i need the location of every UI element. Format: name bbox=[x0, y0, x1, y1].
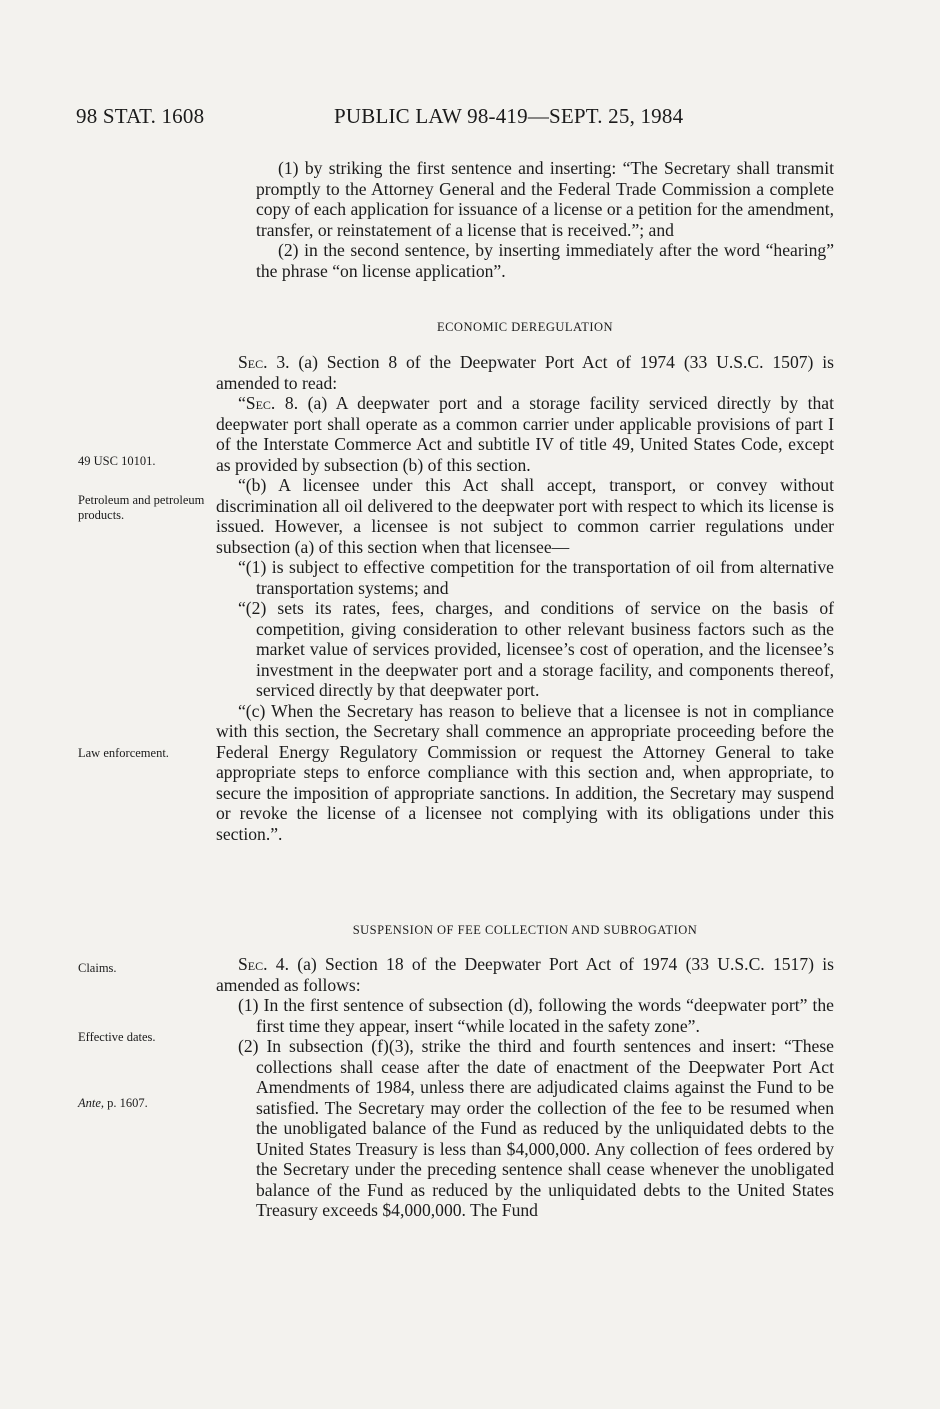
section-8b-2: “(2) sets its rates, fees, charges, and conditions of service on the basis of competition, giving consideration to other relevant business factors such as the market value of services provided, licensee’s cost of operation, and the licensee’s investment in the deepwater port and a storage facility, and components thereof, serviced directly by that deepwater port. bbox=[238, 598, 834, 700]
section-4-text: (a) Section 18 of the Deepwater Port Act of 1974 (33 U.S.C. 1517) is amended as follows: bbox=[216, 954, 834, 995]
section-8a-text: (a) A deepwater port and a storage facility serviced directly by that deepwater port shall operate as a common carrier under applicable provisions of part I of the Interstate Commerce Act and subtitle IV of title 49, United States Code, except as provided by subsection (b) of this section. bbox=[216, 393, 834, 475]
statute-page-number: 98 STAT. 1608 bbox=[76, 104, 205, 128]
margin-note-petroleum: Petroleum and petroleum products. bbox=[78, 493, 205, 522]
amendment-para-2: (2) in the second sentence, by inserting immediately after the word “hearing” the phrase “on license application”. bbox=[256, 240, 834, 281]
ante-page: p. 1607. bbox=[104, 1096, 148, 1110]
section-8b-1: “(1) is subject to effective competition for the transportation of oil from alternative transportation systems; and bbox=[238, 557, 834, 598]
section-8b: “(b) A licensee under this Act shall accept, transport, or convey without discrimination all oil delivered to the deepwater port with respect to which its license is issued. However, a licensee is not subject to common carrier regulations under subsection (a) of this section when that licensee— bbox=[216, 475, 834, 557]
section-4-item-1: (1) In the first sentence of subsection (d), following the words “deepwater port” the first time they appear, insert “while located in the safety zone”. bbox=[238, 995, 834, 1036]
page-title: PUBLIC LAW 98-419—SEPT. 25, 1984 bbox=[334, 104, 684, 128]
ante-italic: Ante, bbox=[78, 1096, 105, 1110]
body-block-2 bbox=[216, 318, 834, 336]
section-8-label: “Sec. 8. bbox=[238, 393, 299, 413]
heading-economic-deregulation: ECONOMIC DEREGULATION bbox=[436, 320, 614, 334]
section-3-intro bbox=[216, 352, 834, 393]
section-3-label: Sec. 3. bbox=[238, 352, 290, 372]
section-4-label: Sec. 4. bbox=[238, 954, 289, 974]
section-8c: “(c) When the Secretary has reason to believe that a licensee is not in compliance with this section, the Secretary shall commence an appropriate proceeding before the Federal Energy Regulatory Commission or request the Attorney General to take appropriate steps to enforce compliance with this section and, when appropriate, to secure the imposition of appropriate sanctions. In addition, the Secretary may suspend or revoke the license of a licensee not complying with its obligations under this section.”. bbox=[216, 700, 834, 844]
section-8a bbox=[216, 393, 834, 475]
section-3-text: (a) Section 8 of the Deepwater Port Act of 1974 (33 U.S.C. 1507) is amended to read: bbox=[216, 352, 834, 393]
section-4-item-2: (2) In subsection (f)(3), strike the third and fourth sentences and insert: “These collections shall cease after the date of enactment of the Deepwater Port Act Amendments of 1984, unless there are adjudicated claims against the Fund to be satisfied. The Secretary may order the collection of the fee to be resumed when the unobligated balance of the Fund as reduced by the unliquidated debts to the United States Treasury is less than $4,000,000. Any collection of fees ordered by the Secretary under the preceding sentence shall cease whenever the unobligated balance of the Fund as reduced by the unliquidated debts to the United States Treasury exceeds $4,000,000. The Fund bbox=[238, 1036, 834, 1220]
body-block-1 bbox=[256, 158, 834, 281]
margin-note-ante bbox=[78, 1096, 208, 1111]
margin-note-law-enforcement: Law enforcement. bbox=[78, 746, 169, 760]
margin-note-usc: 49 USC 10101. bbox=[78, 454, 156, 468]
amendment-para-1: (1) by striking the first sentence and inserting: “The Secretary shall transmit promptly to the Attorney General and the Federal Trade Commission a complete copy of each application for issuance of a license or a petition for the amendment, transfer, or reinstatement of a license that is received.”; and bbox=[256, 158, 834, 240]
body-block-4 bbox=[216, 921, 834, 939]
section-4-intro bbox=[216, 954, 834, 995]
body-block-5 bbox=[216, 954, 834, 1221]
margin-note-effective-dates: Effective dates. bbox=[78, 1030, 156, 1044]
heading-suspension: SUSPENSION OF FEE COLLECTION AND SUBROGATION bbox=[352, 923, 698, 937]
margin-note-claims: Claims. bbox=[78, 961, 117, 975]
body-block-3 bbox=[216, 352, 834, 844]
